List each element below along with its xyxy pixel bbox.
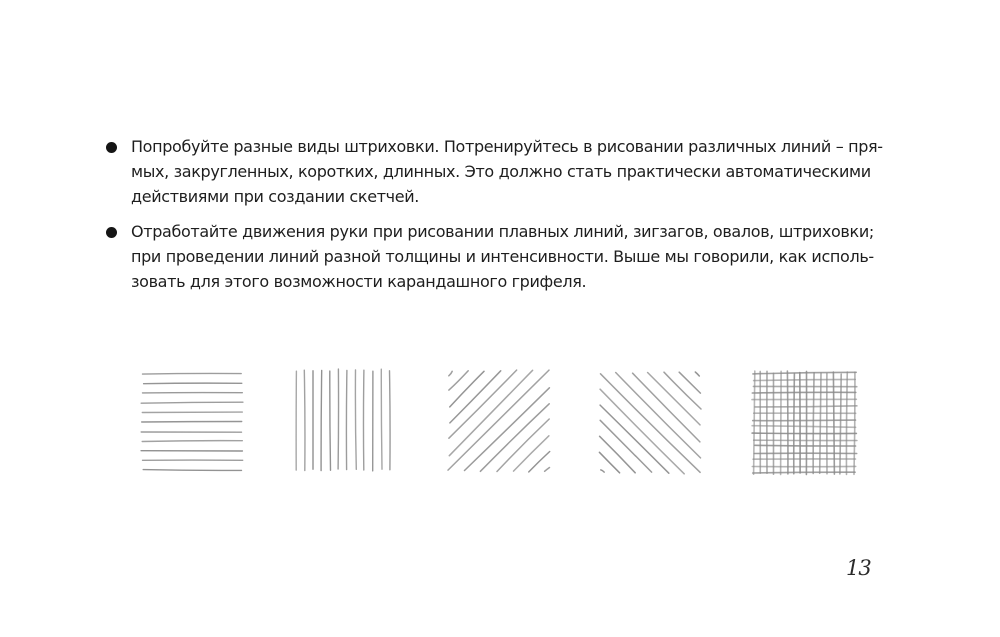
- hatch-stroke: [514, 436, 549, 471]
- bullet-text-line: Отработайте движения руки при рисовании плавных линий, зигзагов, овалов, штриховки;: [131, 222, 874, 241]
- hatch-stroke: [465, 388, 550, 471]
- hatch-stroke: [600, 420, 651, 472]
- hatch-stroke: [330, 371, 331, 470]
- bullet-dot-icon: [106, 227, 117, 238]
- hatch-stroke: [355, 370, 356, 469]
- bullet-item-hand-movements: [104, 219, 884, 294]
- hatch-stroke: [754, 379, 856, 380]
- hatch-stroke: [449, 370, 532, 455]
- hatch-stroke: [141, 402, 243, 403]
- bullet-text-line: при проведении линий разной толщины и интенсивности. Выше мы говорили, как исполь-: [131, 247, 874, 266]
- bullet-text-line: действиями при создании скетчей.: [131, 187, 420, 206]
- hatch-stroke: [599, 452, 619, 473]
- hatch-stroke: [695, 372, 699, 376]
- bullet-item-hatching-types: [104, 134, 884, 209]
- bullet-text-line: мых, закругленных, коротких, длинных. Это должно стать практически автоматическими: [131, 162, 871, 181]
- hatch-stroke: [600, 436, 636, 473]
- hatch-stroke: [648, 373, 700, 425]
- hatch-stroke: [450, 371, 501, 423]
- page-number: 13: [846, 556, 871, 580]
- hatch-stroke: [601, 374, 701, 473]
- bullet-dot-icon: [106, 142, 117, 153]
- hatch-stroke: [545, 468, 550, 472]
- hatch-stroke: [616, 373, 701, 458]
- hatch-stroke: [142, 441, 242, 442]
- hatching-sample-vertical: [293, 368, 397, 472]
- hatch-stroke: [600, 389, 684, 474]
- bullet-list: [104, 134, 884, 304]
- bullet-text-line: Попробуйте разные виды штриховки. Потренируйтесь в рисовании различных линий – пря-: [131, 137, 883, 156]
- hatch-stroke: [321, 370, 322, 470]
- bullet-text-line: зовать для этого возможности карандашного грифеля.: [131, 272, 587, 291]
- hatching-sample-diagonal-rising: [446, 368, 552, 474]
- hatch-stroke: [601, 470, 604, 472]
- hatch-stroke: [448, 370, 549, 470]
- hatching-sample-horizontal: [140, 370, 244, 474]
- hatch-stroke: [664, 372, 701, 409]
- hatching-sample-diagonal-falling: [597, 370, 703, 476]
- hatching-sample-crosshatch: [751, 370, 857, 476]
- hatch-stroke: [497, 419, 549, 472]
- hatch-stroke: [753, 472, 855, 473]
- hatch-stroke: [143, 470, 241, 471]
- hatch-stroke: [144, 383, 242, 384]
- hatch-stroke: [143, 373, 242, 374]
- hatch-stroke: [142, 422, 242, 423]
- hatch-stroke: [450, 371, 484, 407]
- hatch-stroke: [304, 370, 305, 470]
- hatch-stroke: [449, 371, 452, 376]
- hatch-stroke: [390, 371, 391, 470]
- hatch-stroke: [449, 371, 468, 390]
- hatch-stroke: [381, 369, 382, 469]
- hatch-stroke: [846, 372, 847, 474]
- hatch-stroke: [854, 372, 855, 474]
